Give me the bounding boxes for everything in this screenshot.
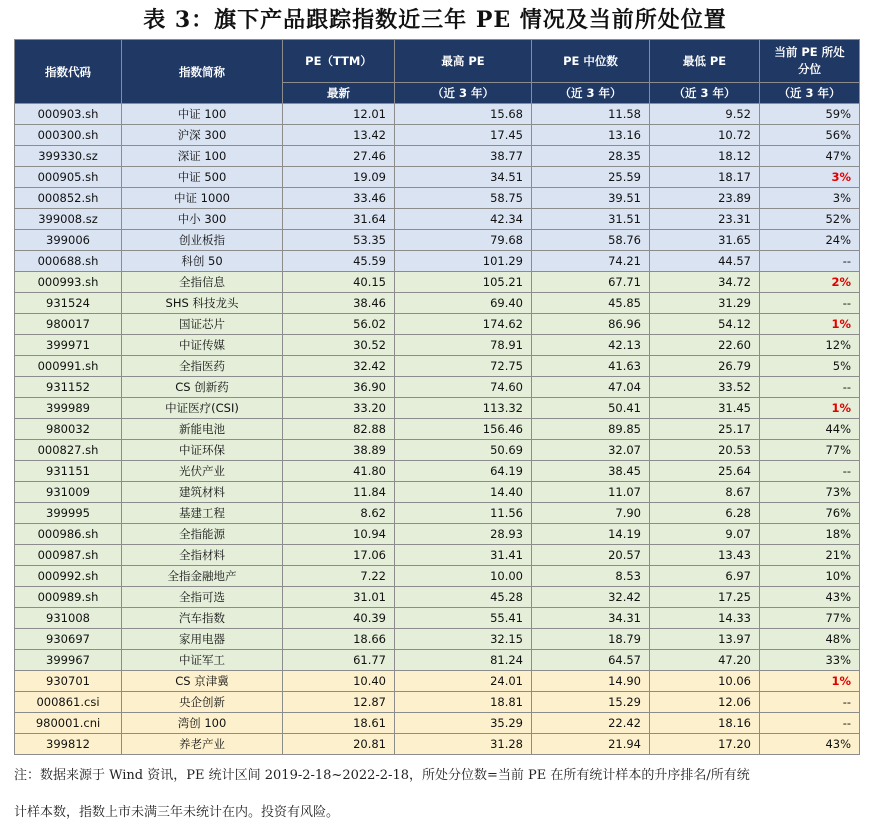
cell-percentile: 33%	[760, 650, 860, 671]
cell-code: 399006	[15, 230, 122, 251]
table-row	[15, 125, 860, 146]
cell-percentile: 44%	[760, 419, 860, 440]
cell-code: 399995	[15, 503, 122, 524]
cell-median: 39.51	[532, 188, 650, 209]
cell-max: 31.28	[395, 734, 532, 755]
cell-max: 42.34	[395, 209, 532, 230]
cell-median: 14.19	[532, 524, 650, 545]
cell-percentile: 76%	[760, 503, 860, 524]
subheader-pe: 最新	[283, 83, 395, 104]
cell-min: 25.17	[650, 419, 760, 440]
cell-pe: 41.80	[283, 461, 395, 482]
cell-code: 931524	[15, 293, 122, 314]
cell-code: 980017	[15, 314, 122, 335]
cell-code: 399967	[15, 650, 122, 671]
cell-median: 45.85	[532, 293, 650, 314]
subheader-median: （近 3 年）	[532, 83, 650, 104]
table-row	[15, 545, 860, 566]
cell-max: 50.69	[395, 440, 532, 461]
cell-median: 15.29	[532, 692, 650, 713]
table-row	[15, 671, 860, 692]
cell-percentile: 43%	[760, 734, 860, 755]
cell-code: 000827.sh	[15, 440, 122, 461]
cell-code: 980001.cni	[15, 713, 122, 734]
cell-min: 18.12	[650, 146, 760, 167]
cell-pe: 31.01	[283, 587, 395, 608]
cell-median: 32.42	[532, 587, 650, 608]
cell-min: 18.17	[650, 167, 760, 188]
table-row	[15, 230, 860, 251]
cell-name: 全指医药	[122, 356, 283, 377]
cell-name: 全指材料	[122, 545, 283, 566]
cell-min: 9.52	[650, 104, 760, 125]
cell-percentile: 3%	[760, 188, 860, 209]
table-row	[15, 734, 860, 755]
cell-min: 31.29	[650, 293, 760, 314]
cell-min: 17.25	[650, 587, 760, 608]
cell-pe: 56.02	[283, 314, 395, 335]
table-row	[15, 314, 860, 335]
cell-pe: 10.94	[283, 524, 395, 545]
cell-name: 养老产业	[122, 734, 283, 755]
cell-name: 中小 300	[122, 209, 283, 230]
cell-max: 79.68	[395, 230, 532, 251]
cell-name: 深证 100	[122, 146, 283, 167]
cell-max: 31.41	[395, 545, 532, 566]
cell-pe: 18.61	[283, 713, 395, 734]
cell-percentile: --	[760, 461, 860, 482]
cell-name: 湾创 100	[122, 713, 283, 734]
cell-max: 74.60	[395, 377, 532, 398]
cell-name: 中证环保	[122, 440, 283, 461]
cell-median: 50.41	[532, 398, 650, 419]
cell-percentile: 1%	[760, 671, 860, 692]
cell-median: 32.07	[532, 440, 650, 461]
cell-max: 81.24	[395, 650, 532, 671]
cell-code: 931151	[15, 461, 122, 482]
cell-name: 中证 500	[122, 167, 283, 188]
pe-table	[14, 39, 860, 755]
cell-percentile: 12%	[760, 335, 860, 356]
header-row	[15, 40, 860, 83]
cell-pe: 32.42	[283, 356, 395, 377]
table-row	[15, 251, 860, 272]
cell-code: 000992.sh	[15, 566, 122, 587]
cell-code: 980032	[15, 419, 122, 440]
cell-max: 34.51	[395, 167, 532, 188]
table-row	[15, 629, 860, 650]
cell-percentile: --	[760, 713, 860, 734]
cell-pe: 10.40	[283, 671, 395, 692]
cell-max: 78.91	[395, 335, 532, 356]
cell-percentile: --	[760, 377, 860, 398]
cell-name: 央企创新	[122, 692, 283, 713]
cell-code: 399971	[15, 335, 122, 356]
cell-median: 67.71	[532, 272, 650, 293]
cell-max: 58.75	[395, 188, 532, 209]
cell-min: 17.20	[650, 734, 760, 755]
cell-percentile: 18%	[760, 524, 860, 545]
cell-code: 399812	[15, 734, 122, 755]
cell-code: 000852.sh	[15, 188, 122, 209]
cell-median: 34.31	[532, 608, 650, 629]
cell-max: 38.77	[395, 146, 532, 167]
cell-max: 45.28	[395, 587, 532, 608]
cell-median: 14.90	[532, 671, 650, 692]
cell-min: 26.79	[650, 356, 760, 377]
cell-min: 22.60	[650, 335, 760, 356]
cell-name: 全指可选	[122, 587, 283, 608]
cell-median: 64.57	[532, 650, 650, 671]
footnote-line-1: 注：数据来源于 Wind 资讯，PE 统计区间 2019-2-18~2022-2-18，所处分位数=当前 PE 在所有统计样本的升序排名/所有统	[14, 768, 750, 783]
cell-max: 10.00	[395, 566, 532, 587]
cell-max: 28.93	[395, 524, 532, 545]
cell-max: 174.62	[395, 314, 532, 335]
cell-min: 25.64	[650, 461, 760, 482]
cell-pe: 33.20	[283, 398, 395, 419]
cell-percentile: 43%	[760, 587, 860, 608]
cell-pe: 40.15	[283, 272, 395, 293]
cell-max: 14.40	[395, 482, 532, 503]
cell-name: SHS 科技龙头	[122, 293, 283, 314]
cell-min: 34.72	[650, 272, 760, 293]
cell-pe: 12.01	[283, 104, 395, 125]
cell-percentile: --	[760, 692, 860, 713]
cell-percentile: 56%	[760, 125, 860, 146]
table-row	[15, 293, 860, 314]
cell-name: 家用电器	[122, 629, 283, 650]
cell-max: 55.41	[395, 608, 532, 629]
cell-median: 18.79	[532, 629, 650, 650]
table-row	[15, 608, 860, 629]
cell-pe: 11.84	[283, 482, 395, 503]
header-pe: PE（TTM）	[283, 40, 395, 83]
table-row	[15, 335, 860, 356]
cell-code: 000993.sh	[15, 272, 122, 293]
cell-percentile: 10%	[760, 566, 860, 587]
cell-pe: 7.22	[283, 566, 395, 587]
cell-name: 创业板指	[122, 230, 283, 251]
cell-name: 光伏产业	[122, 461, 283, 482]
header-min: 最低 PE	[650, 40, 760, 83]
cell-name: CS 京津冀	[122, 671, 283, 692]
cell-min: 13.97	[650, 629, 760, 650]
header-percentile-line2: 分位	[798, 62, 821, 76]
table-row	[15, 356, 860, 377]
cell-median: 38.45	[532, 461, 650, 482]
cell-name: 中证军工	[122, 650, 283, 671]
cell-percentile: 47%	[760, 146, 860, 167]
cell-code: 000905.sh	[15, 167, 122, 188]
cell-name: 汽车指数	[122, 608, 283, 629]
cell-code: 000986.sh	[15, 524, 122, 545]
cell-code: 930701	[15, 671, 122, 692]
table-row	[15, 419, 860, 440]
table-row	[15, 461, 860, 482]
table-row	[15, 503, 860, 524]
cell-median: 7.90	[532, 503, 650, 524]
cell-min: 13.43	[650, 545, 760, 566]
footnote-line-2: 计样本数，指数上市未满三年未统计在内。投资有风险。	[14, 805, 340, 820]
header-code: 指数代码	[15, 40, 122, 104]
cell-pe: 40.39	[283, 608, 395, 629]
cell-code: 000987.sh	[15, 545, 122, 566]
cell-percentile: 21%	[760, 545, 860, 566]
table-row	[15, 524, 860, 545]
cell-pe: 45.59	[283, 251, 395, 272]
cell-code: 399008.sz	[15, 209, 122, 230]
cell-percentile: 48%	[760, 629, 860, 650]
cell-code: 931008	[15, 608, 122, 629]
cell-max: 17.45	[395, 125, 532, 146]
cell-name: 中证 100	[122, 104, 283, 125]
cell-code: 000688.sh	[15, 251, 122, 272]
cell-percentile: --	[760, 251, 860, 272]
cell-percentile: 2%	[760, 272, 860, 293]
cell-pe: 36.90	[283, 377, 395, 398]
table-row	[15, 587, 860, 608]
table-row	[15, 272, 860, 293]
cell-max: 24.01	[395, 671, 532, 692]
cell-median: 22.42	[532, 713, 650, 734]
cell-max: 69.40	[395, 293, 532, 314]
cell-median: 86.96	[532, 314, 650, 335]
cell-median: 25.59	[532, 167, 650, 188]
cell-code: 931009	[15, 482, 122, 503]
subheader-max: （近 3 年）	[395, 83, 532, 104]
cell-max: 11.56	[395, 503, 532, 524]
cell-name: 全指能源	[122, 524, 283, 545]
cell-min: 47.20	[650, 650, 760, 671]
table-row	[15, 566, 860, 587]
cell-code: 399330.sz	[15, 146, 122, 167]
cell-max: 15.68	[395, 104, 532, 125]
cell-pe: 20.81	[283, 734, 395, 755]
cell-name: 中证传媒	[122, 335, 283, 356]
cell-min: 6.97	[650, 566, 760, 587]
cell-pe: 13.42	[283, 125, 395, 146]
cell-percentile: 1%	[760, 398, 860, 419]
cell-median: 89.85	[532, 419, 650, 440]
cell-median: 28.35	[532, 146, 650, 167]
cell-min: 31.65	[650, 230, 760, 251]
cell-median: 58.76	[532, 230, 650, 251]
cell-pe: 31.64	[283, 209, 395, 230]
cell-percentile: 59%	[760, 104, 860, 125]
cell-median: 11.07	[532, 482, 650, 503]
table-row	[15, 398, 860, 419]
cell-min: 23.31	[650, 209, 760, 230]
cell-max: 64.19	[395, 461, 532, 482]
cell-percentile: 52%	[760, 209, 860, 230]
cell-code: 931152	[15, 377, 122, 398]
cell-median: 20.57	[532, 545, 650, 566]
header-median: PE 中位数	[532, 40, 650, 83]
table-row	[15, 209, 860, 230]
subheader-min: （近 3 年）	[650, 83, 760, 104]
cell-min: 54.12	[650, 314, 760, 335]
cell-name: CS 创新药	[122, 377, 283, 398]
table-row	[15, 104, 860, 125]
table-title: 表 3：旗下产品跟踪指数近三年 PE 情况及当前所处位置	[143, 7, 727, 33]
cell-name: 中证医疗(CSI)	[122, 398, 283, 419]
cell-median: 21.94	[532, 734, 650, 755]
cell-pe: 18.66	[283, 629, 395, 650]
header-percentile-line1: 当前 PE 所处	[774, 45, 845, 59]
table-row	[15, 713, 860, 734]
cell-name: 国证芯片	[122, 314, 283, 335]
cell-pe: 8.62	[283, 503, 395, 524]
cell-min: 10.72	[650, 125, 760, 146]
cell-percentile: 5%	[760, 356, 860, 377]
cell-name: 基建工程	[122, 503, 283, 524]
cell-pe: 27.46	[283, 146, 395, 167]
cell-min: 14.33	[650, 608, 760, 629]
cell-percentile: 73%	[760, 482, 860, 503]
header-max: 最高 PE	[395, 40, 532, 83]
cell-median: 47.04	[532, 377, 650, 398]
cell-min: 23.89	[650, 188, 760, 209]
cell-percentile: 24%	[760, 230, 860, 251]
cell-median: 42.13	[532, 335, 650, 356]
cell-max: 113.32	[395, 398, 532, 419]
cell-name: 沪深 300	[122, 125, 283, 146]
table-row	[15, 482, 860, 503]
cell-min: 31.45	[650, 398, 760, 419]
cell-code: 000300.sh	[15, 125, 122, 146]
cell-name: 科创 50	[122, 251, 283, 272]
cell-min: 6.28	[650, 503, 760, 524]
cell-name: 新能电池	[122, 419, 283, 440]
cell-pe: 33.46	[283, 188, 395, 209]
cell-code: 930697	[15, 629, 122, 650]
subheader-percentile: （近 3 年）	[760, 83, 860, 104]
cell-min: 20.53	[650, 440, 760, 461]
cell-pe: 30.52	[283, 335, 395, 356]
header-percentile	[760, 40, 860, 83]
cell-max: 35.29	[395, 713, 532, 734]
table-row	[15, 167, 860, 188]
cell-code: 000989.sh	[15, 587, 122, 608]
cell-pe: 12.87	[283, 692, 395, 713]
cell-code: 399989	[15, 398, 122, 419]
cell-pe: 53.35	[283, 230, 395, 251]
cell-median: 11.58	[532, 104, 650, 125]
cell-percentile: 77%	[760, 608, 860, 629]
cell-median: 41.63	[532, 356, 650, 377]
cell-median: 74.21	[532, 251, 650, 272]
table-row	[15, 650, 860, 671]
cell-min: 44.57	[650, 251, 760, 272]
cell-pe: 19.09	[283, 167, 395, 188]
cell-median: 31.51	[532, 209, 650, 230]
cell-pe: 61.77	[283, 650, 395, 671]
table-row	[15, 377, 860, 398]
cell-pe: 38.89	[283, 440, 395, 461]
cell-median: 8.53	[532, 566, 650, 587]
cell-name: 全指金融地产	[122, 566, 283, 587]
cell-max: 105.21	[395, 272, 532, 293]
cell-code: 000861.csi	[15, 692, 122, 713]
cell-min: 12.06	[650, 692, 760, 713]
cell-max: 101.29	[395, 251, 532, 272]
table-row	[15, 440, 860, 461]
table-body	[15, 104, 860, 755]
cell-percentile: 1%	[760, 314, 860, 335]
cell-min: 18.16	[650, 713, 760, 734]
cell-percentile: --	[760, 293, 860, 314]
table-row	[15, 188, 860, 209]
cell-max: 72.75	[395, 356, 532, 377]
cell-max: 156.46	[395, 419, 532, 440]
cell-min: 10.06	[650, 671, 760, 692]
table-row	[15, 692, 860, 713]
cell-min: 33.52	[650, 377, 760, 398]
cell-pe: 82.88	[283, 419, 395, 440]
cell-pe: 38.46	[283, 293, 395, 314]
header-name: 指数简称	[122, 40, 283, 104]
cell-percentile: 3%	[760, 167, 860, 188]
cell-name: 全指信息	[122, 272, 283, 293]
cell-code: 000903.sh	[15, 104, 122, 125]
cell-code: 000991.sh	[15, 356, 122, 377]
cell-median: 13.16	[532, 125, 650, 146]
cell-max: 32.15	[395, 629, 532, 650]
cell-min: 9.07	[650, 524, 760, 545]
table-row	[15, 146, 860, 167]
cell-percentile: 77%	[760, 440, 860, 461]
cell-name: 中证 1000	[122, 188, 283, 209]
cell-max: 18.81	[395, 692, 532, 713]
cell-min: 8.67	[650, 482, 760, 503]
cell-pe: 17.06	[283, 545, 395, 566]
cell-name: 建筑材料	[122, 482, 283, 503]
